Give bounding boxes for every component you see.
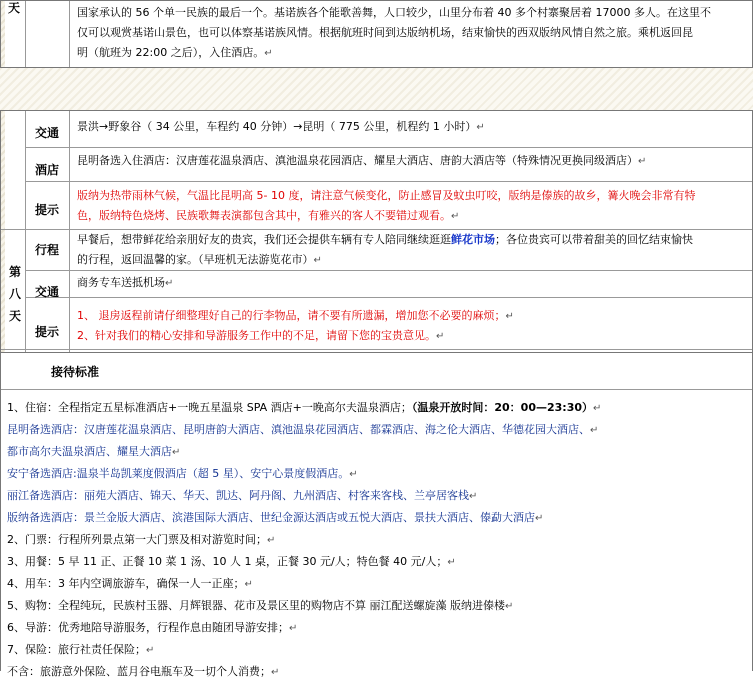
standards-block (0, 352, 753, 678)
day8-label: 第 八 天 (8, 265, 21, 323)
tip-text: 版纳为热带雨林气候，气温比昆明高 5- 10 度，请注意气候变化，防止感冒及蚊虫叮咬，版纳是傣族的故乡，篝火晚会非常有特 色，版纳特色烧烤、民族歌舞表演都包含其中，有雅兴的客人不要错过观看。↵ (77, 189, 696, 222)
day8-tip-label: 提示 (34, 325, 59, 339)
standards-content: 1、住宿：全程指定五星标准酒店+一晚五星温泉 SPA 酒店+一晚高尔夫温泉酒店；（温泉开放时间：20：00—23:30）↵ 昆明备选酒店：汉唐莲花温泉酒店、昆明唐韵大酒店、滇池温泉花园酒店、都霖酒店、海之伦大酒店、华德花园大酒店、↵ 都市高尔夫温泉酒店、耀星大酒店↵ 安宁备选酒店:温泉半岛凯莱度假酒店（超 5 星）、安宁心景度假酒店。↵ 丽江备选酒店：丽苑大酒店、锦天、华天、凯达、阿丹阁、九州酒店、村客来客栈、兰亭居客栈↵ 版纳备选酒店：景兰金版大酒店、滨港国际大酒店、世纪金源达酒店或五悦大酒店、景扶大酒店、傣勐大酒店↵ 2、门票：行程所列景点第一大门票及相对游览时间；↵ 3、用餐：5 早 11 正、正餐 10 菜 1 汤、10 人 1 桌，正餐 30 元/人；特色餐 40 元/人；↵ 4、用车：3 年内空调旅游车，确保一人一正座；↵ 5、购物：全程纯玩，民族村玉器、月辉银器、花市及景区里的购物店不算 丽江配送螺旋藻 版纳进傣楼↵ 6、导游：优秀地陪导游服务，行程作息由随团导游安排；↵ 7、保险：旅行社责任保险；↵ 不含：旅游意外保险、蓝月谷电瓶车及一切个人消费；↵ (7, 401, 602, 678)
standards-heading: 接待标准 (50, 365, 99, 379)
day8-transport-label: 交通 (34, 285, 59, 299)
day8-transport-text: 商务专车送抵机场↵ (77, 276, 174, 289)
hotel-label: 酒店 (34, 163, 59, 177)
hotel-text: 昆明备选入住酒店：汉唐莲花温泉酒店、滇池温泉花园酒店、耀星大酒店、唐韵大酒店等（特殊情况更换同级酒店）↵ (77, 154, 647, 167)
day-label: 天 (7, 1, 20, 15)
flower-market-link[interactable]: 鲜花市场 (451, 233, 495, 246)
itinerary-text: 早餐后，想带鲜花给亲朋好友的贵宾，我们还会提供车辆有专人陪同继续逛逛鲜花市场；各位贵宾可以带着甜美的回忆结束愉快 的行程，返回温馨的家。（早班机无法游览花市）↵ (77, 233, 693, 266)
day8-tip-text: 1、 退房返程前请仔细整理好自己的行李物品，请不要有所遗漏，增加您不必要的麻烦；↵ 2、针对我们的精心安排和导游服务工作中的不足，请留下您的宝贵意见。↵ (77, 309, 514, 342)
itinerary-label: 行程 (34, 243, 59, 257)
day7-block (0, 0, 753, 68)
separator-band (0, 68, 753, 110)
day7-description: 国家承认的 56 个单一民族的最后一个。基诺族各个能歌善舞，人口较少，山里分布着 40 多个村寨聚居着 17000 多人。在这里不 仅可以观赏基诺山景色，也可以体察基诺族风情。根据航班时间到达版纳机场，结束愉快的西双版纳风情自然之旅。乘机返回昆 明（航班为 22:00 之后），入住酒店。↵ (77, 6, 711, 59)
tip-label: 提示 (34, 203, 59, 217)
transport-text: 景洪→野象谷（ 34 公里，车程约 40 分钟）→昆明（ 775 公里，机程约 1 小时）↵ (77, 120, 485, 133)
itinerary-table (0, 110, 753, 353)
transport-label: 交通 (34, 126, 59, 140)
